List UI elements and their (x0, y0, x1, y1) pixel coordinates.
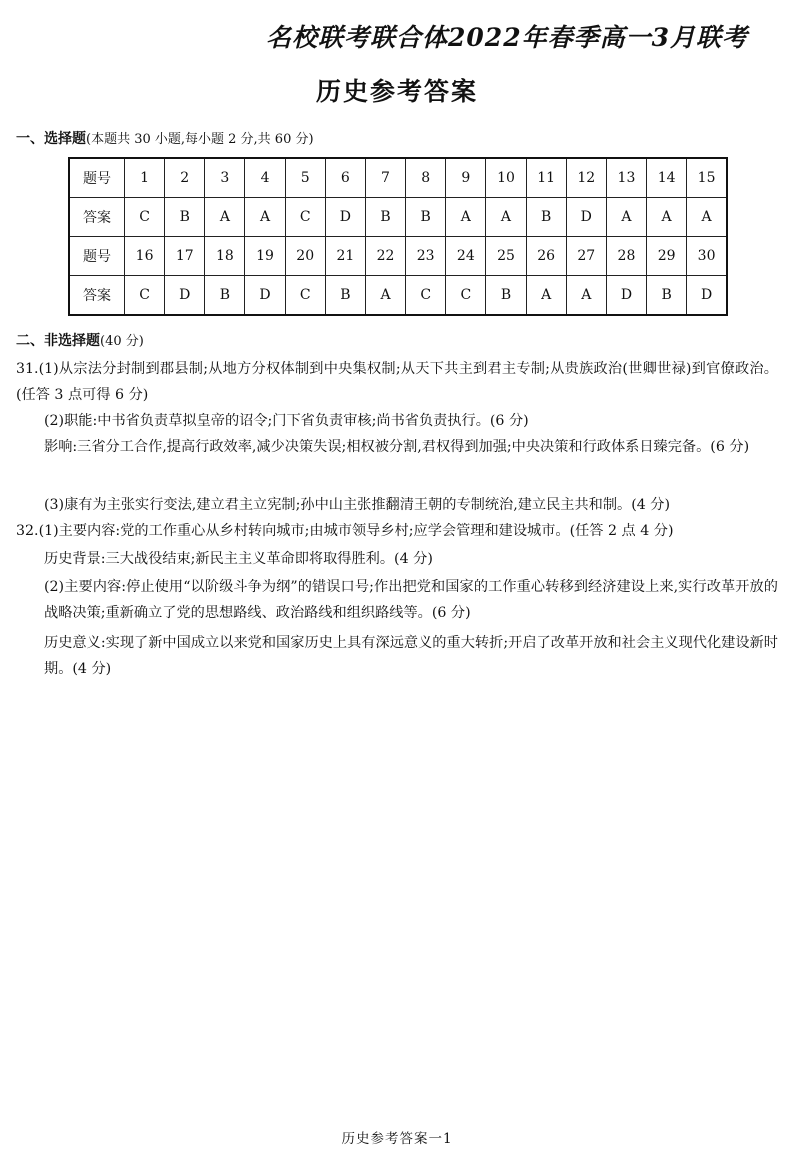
section-2-label: 二、非选择题 (16, 333, 100, 349)
question-number-cell: 9 (446, 158, 486, 198)
answer-cell: B (486, 276, 526, 316)
answer-cell: C (125, 276, 165, 316)
question-number-row-label: 题号 (69, 237, 125, 276)
question-number-cell: 11 (526, 158, 566, 198)
question-number-cell: 21 (325, 237, 365, 276)
answer-cell: B (205, 276, 245, 316)
question-number-cell: 27 (566, 237, 606, 276)
page-footer: 历史参考答案一1 (341, 1131, 453, 1147)
question-number-cell: 30 (687, 237, 727, 276)
answer-cell: D (165, 276, 205, 316)
answer-row-label: 答案 (69, 276, 125, 316)
answer-cell: B (165, 198, 205, 237)
answer-cell: A (647, 198, 687, 237)
q31-part3 (16, 492, 778, 518)
exam-title: 名校联考联合体2022年春季高一3月联考 (266, 23, 748, 52)
question-number-cell: 29 (647, 237, 687, 276)
question-number-cell: 15 (687, 158, 727, 198)
question-number-cell: 26 (526, 237, 566, 276)
answer-cell: C (285, 276, 325, 316)
answer-cell: A (687, 198, 727, 237)
answer-cell: B (406, 198, 446, 237)
table-row (69, 158, 727, 198)
answer-cell: A (566, 276, 606, 316)
question-number-cell: 6 (325, 158, 365, 198)
answer-cell: D (566, 198, 606, 237)
question-number-cell: 10 (486, 158, 526, 198)
q31-part2 (16, 408, 778, 434)
q32-part1 (16, 518, 778, 544)
q32-significance (16, 630, 778, 682)
section-1-label: 一、选择题 (16, 131, 86, 147)
answer-cell: D (606, 276, 646, 316)
table-row (69, 276, 727, 316)
q31-part2-text: (2)职能:中书省负责草拟皇帝的诏令;门下省负责审核;尚书省负责执行。(6 分) (44, 413, 529, 429)
question-number-cell: 16 (125, 237, 165, 276)
answer-cell: A (365, 276, 405, 316)
q32-part2 (16, 574, 778, 626)
answer-cell: B (365, 198, 405, 237)
question-number-cell: 4 (245, 158, 285, 198)
question-number-cell: 28 (606, 237, 646, 276)
q31-part1 (16, 356, 778, 408)
question-number-cell: 7 (365, 158, 405, 198)
question-number-cell: 5 (285, 158, 325, 198)
table-row (69, 237, 727, 276)
answer-cell: C (446, 276, 486, 316)
section-2-note: (40 分) (100, 334, 144, 349)
question-number-cell: 20 (285, 237, 325, 276)
question-number-cell: 23 (406, 237, 446, 276)
answer-cell: D (245, 276, 285, 316)
answer-cell: C (285, 198, 325, 237)
answer-table (68, 157, 728, 316)
question-number-cell: 22 (365, 237, 405, 276)
question-number-cell: 2 (165, 158, 205, 198)
question-number-cell: 24 (446, 237, 486, 276)
q32-background-text: 历史背景:三大战役结束;新民主主义革命即将取得胜利。(4 分) (44, 551, 433, 567)
question-number-cell: 13 (606, 158, 646, 198)
q31-part3-text: (3)康有为主张实行变法,建立君主立宪制;孙中山主张推翻清王朝的专制统治,建立民主共和制。(4 分) (44, 497, 671, 513)
answer-cell: C (125, 198, 165, 237)
answer-cell: A (606, 198, 646, 237)
section-1-note: (本题共 30 小题,每小题 2 分,共 60 分) (86, 132, 314, 147)
answer-cell: A (486, 198, 526, 237)
question-number-cell: 19 (245, 237, 285, 276)
answer-cell: D (687, 276, 727, 316)
question-number-cell: 18 (205, 237, 245, 276)
answer-cell: A (205, 198, 245, 237)
q32-part2-text: (2)主要内容:停止使用“以阶级斗争为纲”的错误口号;作出把党和国家的工作重心转移到经济建设上来,实行改革开放的战略决策;重新确立了党的思想路线、政治路线和组织路线等。(6 分) (44, 579, 778, 621)
q31-part2-impact (16, 434, 778, 460)
document-title: 历史参考答案 (315, 77, 478, 106)
table-row (69, 198, 727, 237)
section-2-heading (16, 330, 144, 350)
question-number-cell: 17 (165, 237, 205, 276)
answer-cell: A (245, 198, 285, 237)
answer-cell: A (526, 276, 566, 316)
question-number-cell: 12 (566, 158, 606, 198)
question-number-cell: 8 (406, 158, 446, 198)
answer-cell: D (325, 198, 365, 237)
q32-background (16, 546, 778, 572)
q32-part1-text: 32.(1)主要内容:党的工作重心从乡村转向城市;由城市领导乡村;应学会管理和建设城市。(任答 2 点 4 分) (16, 523, 674, 539)
q31-part2-impact-text: 影响:三省分工合作,提高行政效率,减少决策失误;相权被分割,君权得到加强;中央决策和行政体系日臻完备。(6 分) (44, 439, 750, 455)
answer-cell: C (406, 276, 446, 316)
question-number-cell: 1 (125, 158, 165, 198)
section-1-heading (16, 128, 314, 148)
question-number-row-label: 题号 (69, 158, 125, 198)
answer-cell: A (446, 198, 486, 237)
question-number-cell: 3 (205, 158, 245, 198)
q32-significance-text: 历史意义:实现了新中国成立以来党和国家历史上具有深远意义的重大转折;开启了改革开放和社会主义现代化建设新时期。(4 分) (44, 635, 778, 677)
exam-header (0, 18, 794, 54)
answer-cell: B (647, 276, 687, 316)
answer-cell: B (325, 276, 365, 316)
q31-part1-text: 31.(1)从宗法分封制到郡县制;从地方分权体制到中央集权制;从天下共主到君主专制;从贵族政治(世卿世禄)到官僚政治。(任答 3 点可得 6 分) (16, 361, 778, 403)
question-number-cell: 25 (486, 237, 526, 276)
answer-cell: B (526, 198, 566, 237)
answer-row-label: 答案 (69, 198, 125, 237)
question-number-cell: 14 (647, 158, 687, 198)
